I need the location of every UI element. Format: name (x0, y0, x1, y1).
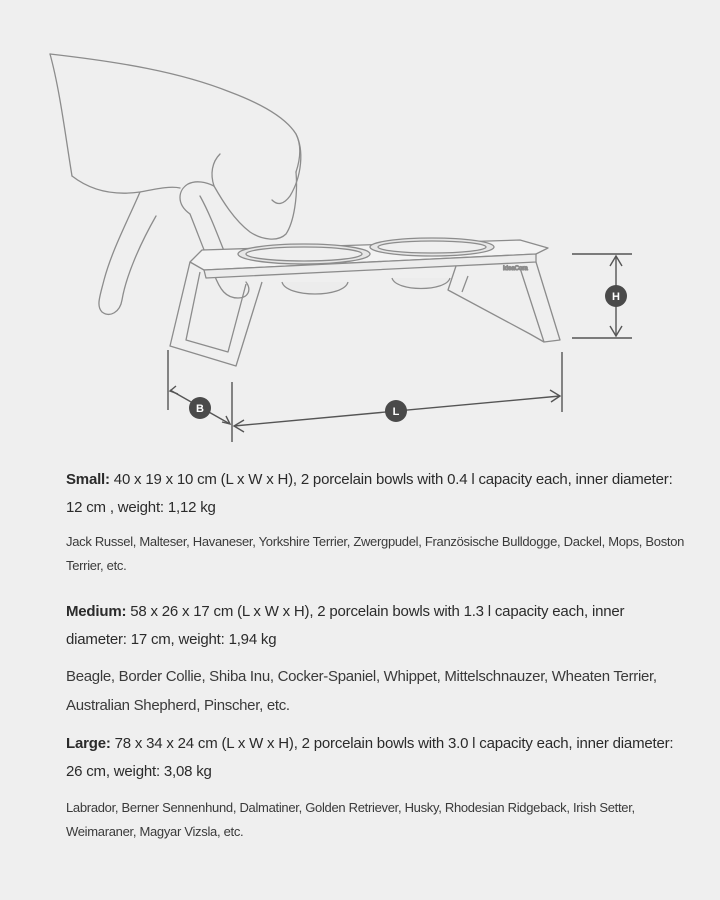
length-label: L (392, 406, 400, 418)
size-large-spec (66, 730, 686, 786)
height-label: H (612, 291, 620, 303)
size-small-spec (66, 466, 686, 522)
size-medium-breeds: Beagle, Border Collie, Shiba Inu, Cocker-Spaniel, Whippet, Mittelschnauzer, Wheaten Terrier, Australian Shepherd, Pinscher, etc. (66, 668, 657, 714)
size-large-name: Large: (66, 735, 111, 752)
feeder-stand (170, 238, 560, 366)
size-large-breeds: Labrador, Berner Sennenhund, Dalmatiner, Golden Retriever, Husky, Rhodesian Ridgeback, Irish Setter, Weimaraner, Magyar Vizsla, etc. (66, 800, 635, 839)
brand-mark: IdeaCora (503, 266, 528, 272)
size-medium-details: 58 x 26 x 17 cm (L x W x H), 2 porcelain bowls with 1.3 l capacity each, inner diameter: 17 cm, weight: 1,94 kg (66, 603, 625, 648)
size-large-details: 78 x 34 x 24 cm (L x W x H), 2 porcelain bowls with 3.0 l capacity each, inner diameter: 26 cm, weight: 3,08 kg (66, 735, 674, 780)
width-dimension (168, 350, 232, 442)
width-label: B (196, 403, 204, 415)
size-small-details: 40 x 19 x 10 cm (L x W x H), 2 porcelain bowls with 0.4 l capacity each, inner diameter: 12 cm , weight: 1,12 kg (66, 471, 673, 516)
size-specifications (66, 466, 686, 844)
size-medium-name: Medium: (66, 603, 127, 620)
size-small-breeds: Jack Russel, Malteser, Havaneser, Yorkshire Terrier, Zwergpudel, Französische Bulldogge, Dackel, Mops, Boston Terrier, etc. (66, 534, 685, 573)
size-medium-spec (66, 598, 686, 654)
size-small-name: Small: (66, 471, 110, 488)
